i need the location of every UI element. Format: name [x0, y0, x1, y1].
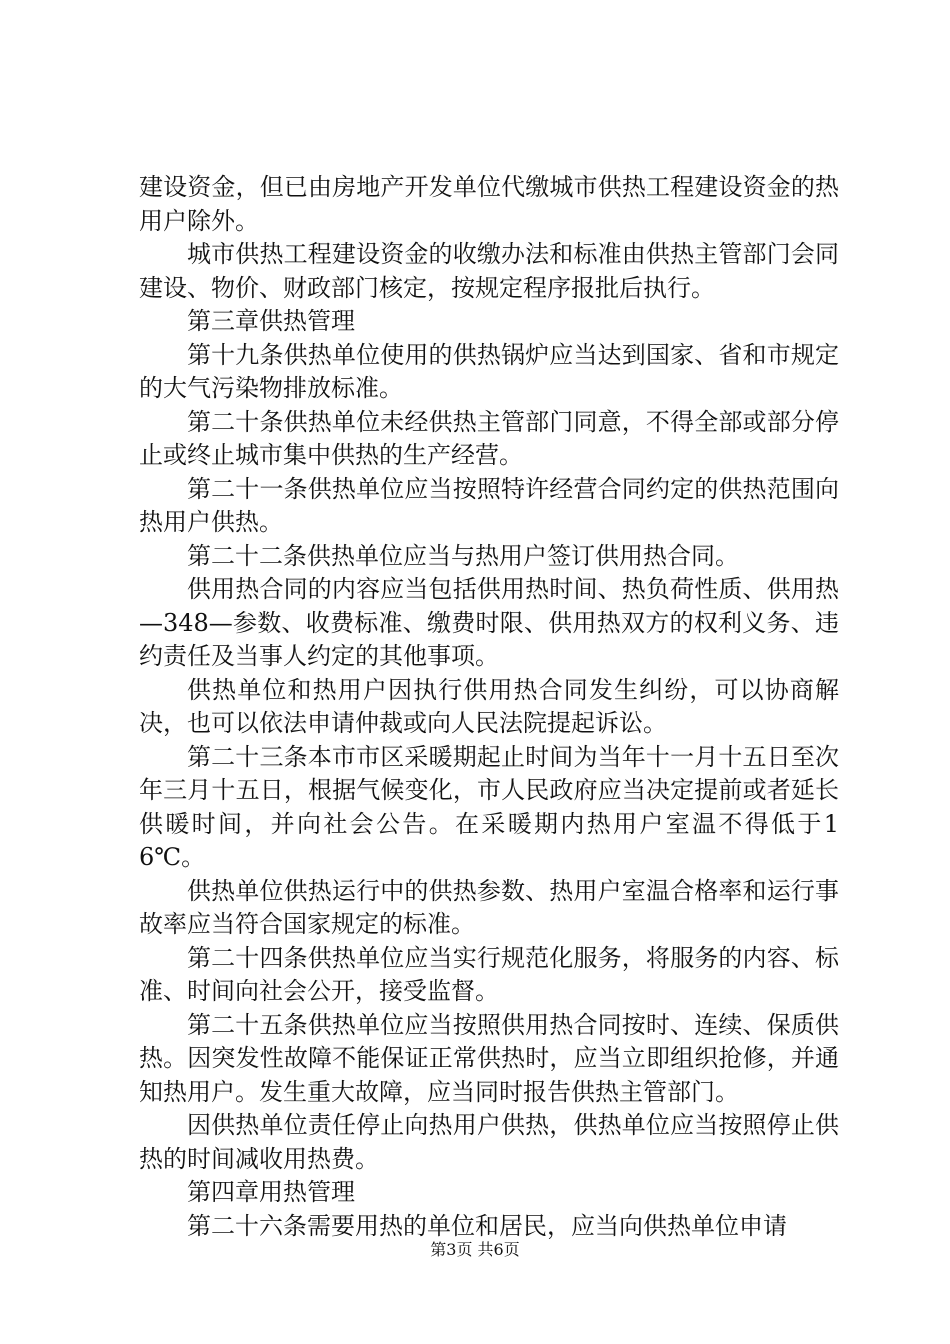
paragraph: 供热单位供热运行中的供热参数、热用户室温合格率和运行事故率应当符合国家规定的标准。 — [139, 876, 839, 938]
paragraph: 第十九条供热单位使用的供热锅炉应当达到国家、省和市规定的大气污染物排放标准。 — [139, 340, 839, 402]
paragraph: 建设资金，但已由房地产开发单位代缴城市供热工程建设资金的热用户除外。 — [139, 173, 839, 235]
page-number-label: 第3页 共6页 — [430, 1240, 520, 1259]
paragraph: 第二十二条供热单位应当与热用户签订供用热合同。 — [187, 541, 739, 570]
paragraph: 第二十一条供热单位应当按照特许经营合同约定的供热范围向热用户供热。 — [139, 474, 839, 536]
document-body — [139, 171, 839, 1243]
paragraph: 因供热单位责任停止向热用户供热，供热单位应当按照停止供热的时间减收用热费。 — [139, 1111, 839, 1173]
paragraph: 第二十五条供热单位应当按照供用热合同按时、连续、保质供热。因突发性故障不能保证正常供热时，应当立即组织抢修，并通知热用户。发生重大故障，应当同时报告供热主管部门。 — [139, 1010, 839, 1106]
page-footer — [0, 1240, 950, 1260]
chapter-heading: 第三章供热管理 — [187, 307, 355, 335]
paragraph: 供用热合同的内容应当包括供用热时间、热负荷性质、供用热—348—参数、收费标准、缴费时限、供用热双方的权利义务、违约责任及当事人约定的其他事项。 — [139, 575, 839, 670]
paragraph: 第二十条供热单位未经供热主管部门同意，不得全部或部分停止或终止城市集中供热的生产经营。 — [139, 407, 839, 469]
paragraph: 城市供热工程建设资金的收缴办法和标准由供热主管部门会同建设、物价、财政部门核定，按规定程序报批后执行。 — [139, 240, 839, 302]
paragraph: 供热单位和热用户因执行供用热合同发生纠纷，可以协商解决，也可以依法申请仲裁或向人民法院提起诉讼。 — [139, 675, 839, 737]
paragraph: 第二十三条本市市区采暖期起止时间为当年十一月十五日至次年三月十五日，根据气候变化，市人民政府应当决定提前或者延长供暖时间，并向社会公告。在采暖期内热用户室温不得低于16℃。 — [139, 742, 839, 871]
paragraph: 第二十四条供热单位应当实行规范化服务，将服务的内容、标准、时间向社会公开，接受监督。 — [139, 943, 839, 1005]
chapter-heading: 第四章用热管理 — [187, 1178, 355, 1206]
paragraph: 第二十六条需要用热的单位和居民，应当向供热单位申请 — [187, 1211, 787, 1240]
